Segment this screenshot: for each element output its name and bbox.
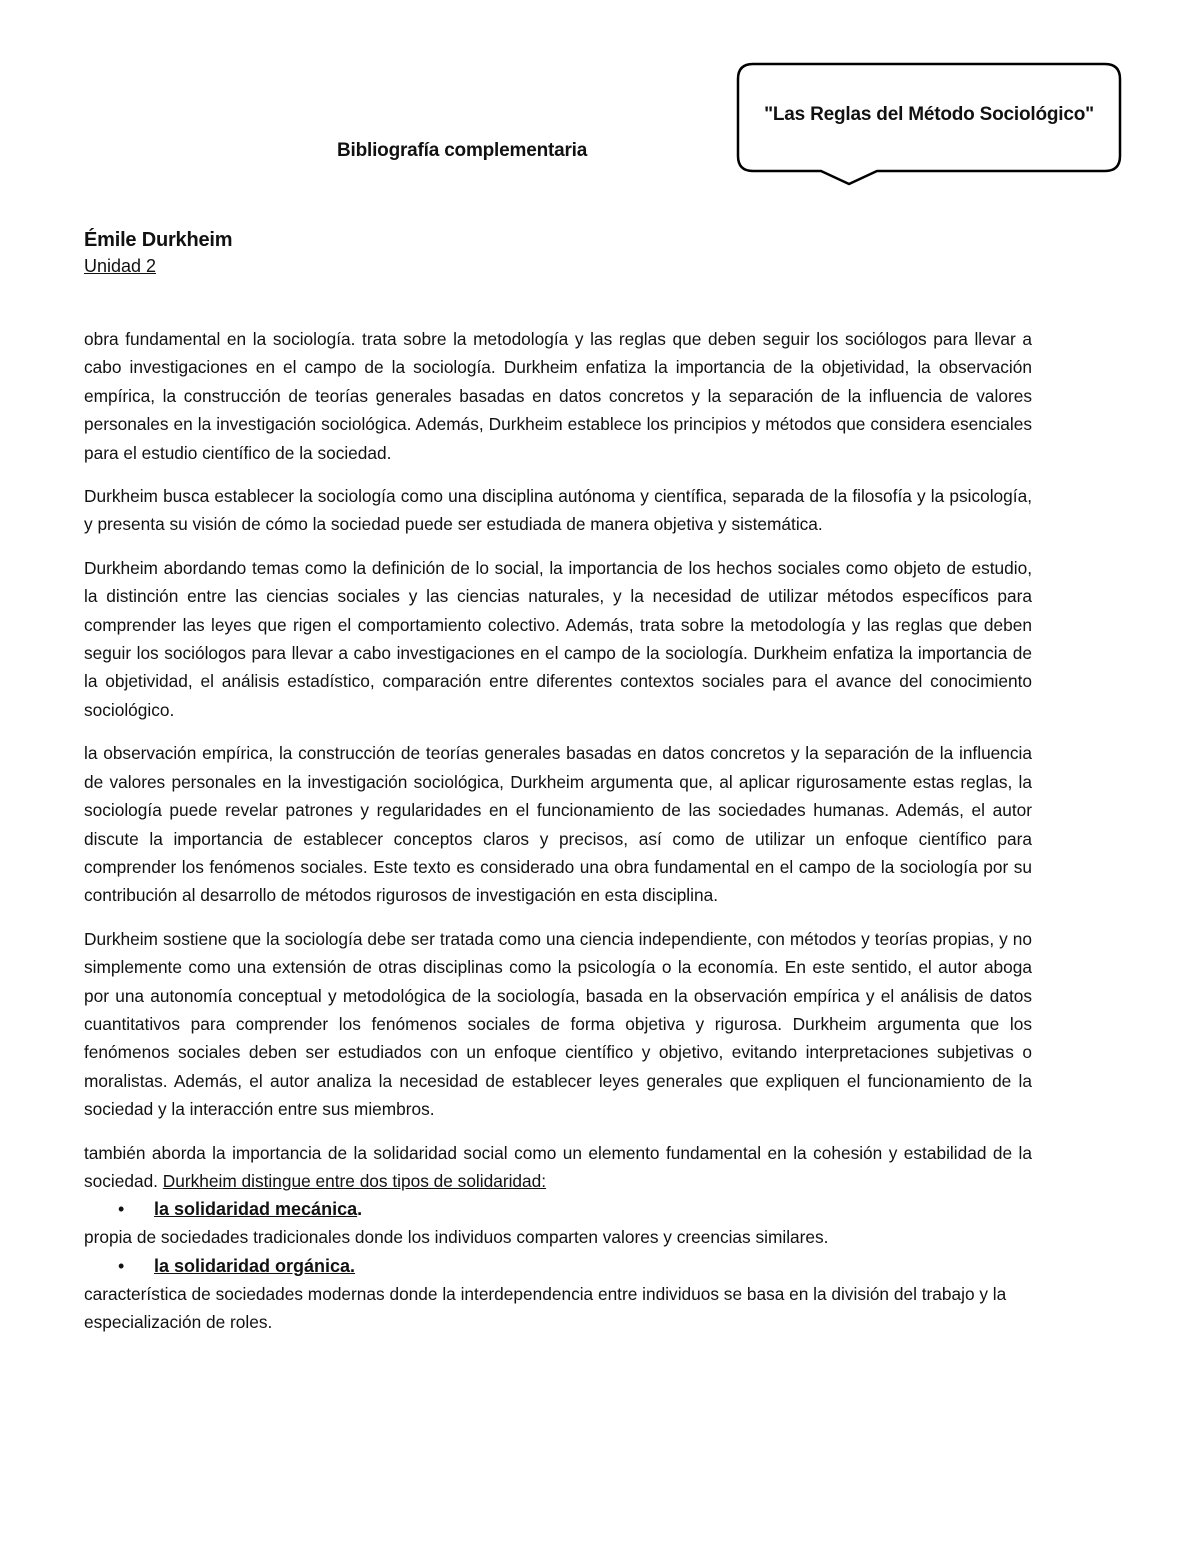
paragraph: Durkheim sostiene que la sociología debe ser tratada como una ciencia independiente, con métodos y teorías propias, y no simplemente como una extensión de otras disciplinas como la psicología o la economía. En este sentido, el autor aboga por una autonomía conceptual y metodológica de la sociología, basada en la observación empírica y el análisis de datos cuantitativos para comprender los fenómenos sociales de forma objetiva y rigurosa. Durkheim argumenta que los fenómenos sociales deben ser estudiados con un enfoque científico y objetivo, evitando interpretaciones subjetivas o moralistas. Además, el autor analiza la necesidad de establecer leyes generales que expliquen el funcionamiento de la sociedad y la interacción entre sus miembros.: [84, 928, 1032, 1120]
bullet-icon: •: [118, 1255, 125, 1276]
list-item-label: la solidaridad mecánica: [154, 1199, 358, 1220]
document-body: [84, 325, 1032, 1337]
list-item-description: propia de sociedades tradicionales donde los individuos comparten valores y creencias similares.: [84, 1227, 829, 1248]
list-item-label: la solidaridad orgánica.: [154, 1255, 356, 1276]
list-item: [84, 1252, 1032, 1280]
paragraph: obra fundamental en la sociología. trata sobre la metodología y las reglas que deben seguir los sociólogos para llevar a cabo investigaciones en el campo de la sociología. Durkheim enfatiza la importancia de la objetividad, la observación empírica, la construcción de teorías generales basadas en datos concretos y la separación de la influencia de valores personales en la investigación sociológica. Además, Durkheim establece los principios y métodos que considera esenciales para el estudio científico de la sociedad.: [84, 329, 1032, 463]
title-callout: [737, 63, 1121, 187]
paragraph: Durkheim busca establecer la sociología como una disciplina autónoma y científica, separada de la filosofía y la psicología, y presenta su visión de cómo la sociedad puede ser estudiada de manera objetiva y sistemática.: [84, 486, 1032, 535]
bullet-icon: •: [118, 1199, 125, 1220]
list-item: [84, 1195, 1032, 1223]
paragraph: la observación empírica, la construcción de teorías generales basadas en datos concretos y la separación de la influencia de valores personales en la investigación sociológica, Durkheim argumenta que, al aplicar rigurosamente estas reglas, la sociología puede revelar patrones y regularidades en el funcionamiento de las sociedades humanas. Además, el autor discute la importancia de establecer conceptos claros y precisos, así como de utilizar un enfoque científico para comprender los fenómenos sociales. Este texto es considerado una obra fundamental en el campo de la sociología por su contribución al desarrollo de métodos rigurosos de investigación en esta disciplina.: [84, 743, 1032, 906]
solidarity-intro: [84, 1139, 1032, 1196]
solidarity-intro-text: también aborda la importancia de la solidaridad social como un elemento fundamental en la cohesión y estabilidad de la sociedad.: [84, 1142, 1032, 1191]
unit-label: Unidad 2: [84, 256, 157, 276]
section-heading: Bibliografía complementaria: [337, 140, 588, 161]
author-name: Émile Durkheim: [84, 229, 233, 251]
solidarity-intro-underlined: Durkheim distingue entre dos tipos de solidaridad:: [162, 1170, 547, 1191]
paragraph: Durkheim abordando temas como la definición de lo social, la importancia de los hechos sociales como objeto de estudio, la distinción entre las ciencias sociales y las ciencias naturales, y la necesidad de utilizar métodos específicos para comprender las leyes que rigen el comportamiento colectivo. Además, trata sobre la metodología y las reglas que deben seguir los sociólogos para llevar a cabo investigaciones en el campo de la sociología. Durkheim enfatiza la importancia de la objetividad, el análisis estadístico, comparación entre diferentes contextos sociales para el avance del conocimiento sociológico.: [84, 557, 1032, 720]
callout-title: "Las Reglas del Método Sociológico": [764, 104, 1094, 125]
list-item-suffix: .: [357, 1199, 363, 1220]
list-item-description: característica de sociedades modernas donde la interdependencia entre individuos se basa en la división del trabajo y la especialización de roles.: [84, 1283, 1007, 1333]
